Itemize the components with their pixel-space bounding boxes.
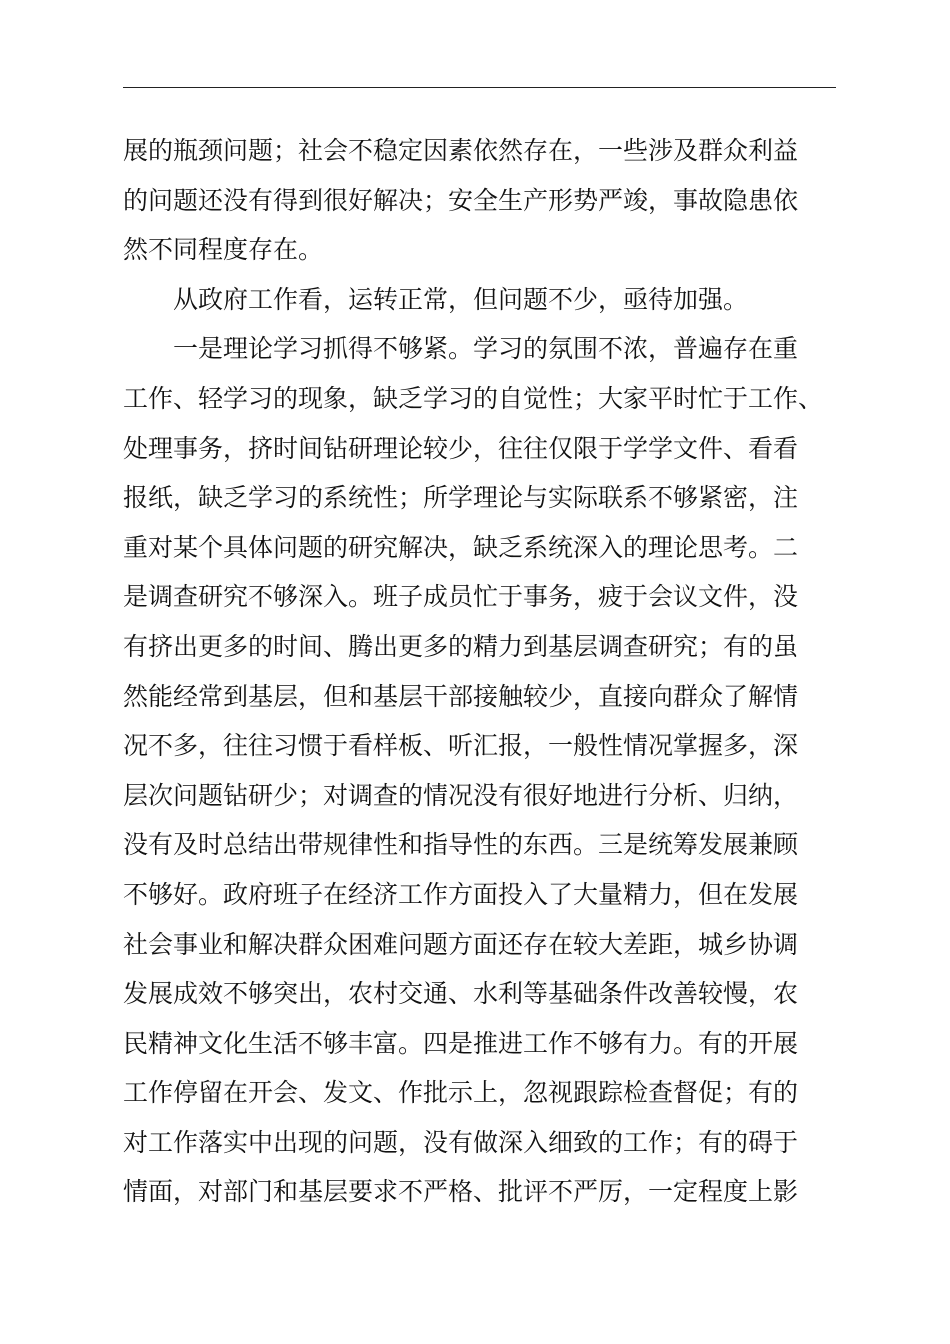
text-line-content: 的问题还没有得到很好解决；安全生产形势严竣，事故隐患依 bbox=[123, 185, 799, 215]
text-line-content: 报纸，缺乏学习的系统性；所学理论与实际联系不够紧密，注 bbox=[123, 483, 799, 513]
text-line bbox=[123, 969, 836, 1019]
text-line bbox=[123, 1019, 836, 1069]
text-line bbox=[123, 1118, 836, 1168]
text-line bbox=[123, 324, 836, 374]
text-line bbox=[123, 820, 836, 870]
text-line bbox=[123, 523, 836, 573]
text-line bbox=[123, 622, 836, 672]
text-line-content: 处理事务，挤时间钻研理论较少，往往仅限于学学文件、看看 bbox=[123, 433, 799, 463]
text-line-content: 工作、轻学习的现象，缺乏学习的自觉性；大家平时忙于工作、 bbox=[123, 383, 824, 413]
text-line bbox=[123, 1068, 836, 1118]
body-text bbox=[123, 126, 836, 1217]
text-line bbox=[123, 176, 836, 226]
text-line-content: 一是理论学习抓得不够紧。学习的氛围不浓，普遍存在重 bbox=[173, 334, 799, 364]
text-line-content: 况不多，往往习惯于看样板、听汇报，一般性情况掌握多，深 bbox=[123, 731, 799, 761]
text-line-content: 有挤出更多的时间、腾出更多的精力到基层调查研究；有的虽 bbox=[123, 631, 799, 661]
text-line-content: 工作停留在开会、发文、作批示上，忽视跟踪检查督促；有的 bbox=[123, 1078, 799, 1108]
text-line bbox=[123, 225, 836, 275]
text-line-content: 发展成效不够突出，农村交通、水利等基础条件改善较慢，农 bbox=[123, 979, 799, 1009]
text-line bbox=[123, 920, 836, 970]
text-line-content: 没有及时总结出带规律性和指导性的东西。三是统筹发展兼顾 bbox=[123, 830, 799, 860]
text-line-content: 社会事业和解决群众困难问题方面还存在较大差距，城乡协调 bbox=[123, 929, 799, 959]
text-line bbox=[123, 126, 836, 176]
text-line-content: 重对某个具体问题的研究解决，缺乏系统深入的理论思考。二 bbox=[123, 532, 799, 562]
text-line-content: 民精神文化生活不够丰富。四是推进工作不够有力。有的开展 bbox=[123, 1028, 799, 1058]
text-line bbox=[123, 721, 836, 771]
text-line-content: 情面，对部门和基层要求不严格、批评不严厉，一定程度上影 bbox=[123, 1177, 799, 1207]
text-line-content: 层次问题钻研少；对调查的情况没有很好地进行分析、归纳， bbox=[123, 780, 799, 810]
text-line bbox=[123, 374, 836, 424]
header-rule bbox=[123, 87, 836, 88]
text-line bbox=[123, 771, 836, 821]
text-line-content: 从政府工作看，运转正常，但问题不少，亟待加强。 bbox=[173, 284, 749, 314]
text-line bbox=[123, 473, 836, 523]
text-line-content: 不够好。政府班子在经济工作方面投入了大量精力，但在发展 bbox=[123, 879, 799, 909]
text-line bbox=[123, 870, 836, 920]
text-line bbox=[123, 572, 836, 622]
text-line-content: 然能经常到基层，但和基层干部接触较少，直接向群众了解情 bbox=[123, 681, 799, 711]
text-line bbox=[123, 672, 836, 722]
text-line bbox=[123, 1167, 836, 1217]
text-line-content: 是调查研究不够深入。班子成员忙于事务，疲于会议文件，没 bbox=[123, 582, 799, 612]
text-line bbox=[123, 424, 836, 474]
text-line-content: 对工作落实中出现的问题，没有做深入细致的工作；有的碍于 bbox=[123, 1127, 799, 1157]
text-line bbox=[123, 275, 836, 325]
text-line-content: 展的瓶颈问题；社会不稳定因素依然存在，一些涉及群众利益 bbox=[123, 136, 799, 165]
text-line-content: 然不同程度存在。 bbox=[123, 235, 324, 265]
